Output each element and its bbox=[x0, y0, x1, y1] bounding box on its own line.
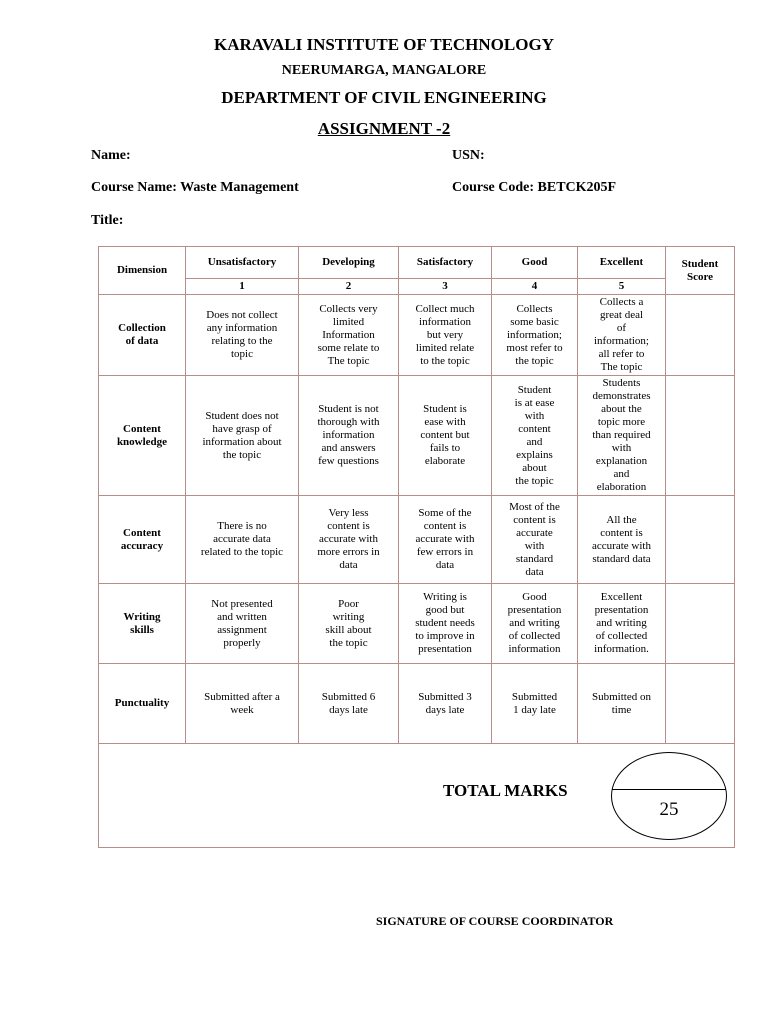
criteria-cell: Collects some basic information; most refer to the topic bbox=[492, 295, 578, 376]
department-name: DEPARTMENT OF CIVIL ENGINEERING bbox=[221, 88, 547, 107]
criteria-cell: Not presented and written assignment properly bbox=[186, 584, 299, 664]
title-label: Title: bbox=[91, 213, 124, 228]
criteria-cell: Submitted 3 days late bbox=[399, 664, 492, 744]
criteria-cell: Excellent presentation and writing of collected information. bbox=[578, 584, 666, 664]
student-score-cell[interactable] bbox=[666, 376, 735, 496]
level-score: 4 bbox=[492, 279, 578, 295]
dimension-cell: Writing skills bbox=[99, 584, 186, 664]
signature-label: SIGNATURE OF COURSE COORDINATOR bbox=[376, 914, 614, 928]
score-row bbox=[99, 279, 735, 295]
level-header: Good bbox=[492, 247, 578, 279]
student-score-cell[interactable] bbox=[666, 295, 735, 376]
institute-location: NEERUMARGA, MANGALORE bbox=[281, 63, 487, 78]
criteria-cell: Submitted 1 day late bbox=[492, 664, 578, 744]
level-score: 3 bbox=[399, 279, 492, 295]
criteria-cell: Submitted after a week bbox=[186, 664, 299, 744]
rubric-row bbox=[99, 376, 735, 496]
level-header: Unsatisfactory bbox=[186, 247, 299, 279]
dimension-header: Dimension bbox=[99, 247, 186, 295]
rubric-row bbox=[99, 664, 735, 744]
dimension-cell: Content knowledge bbox=[99, 376, 186, 496]
level-score: 5 bbox=[578, 279, 666, 295]
criteria-cell: Submitted 6 days late bbox=[299, 664, 399, 744]
rubric-row bbox=[99, 295, 735, 376]
criteria-cell: Most of the content is accurate with standard data bbox=[492, 496, 578, 584]
total-marks-label: TOTAL MARKS bbox=[443, 781, 568, 800]
student-score-cell[interactable] bbox=[666, 664, 735, 744]
name-label: Name: bbox=[91, 148, 131, 163]
criteria-cell: Collect much information but very limited relate to the topic bbox=[399, 295, 492, 376]
rubric-row bbox=[99, 584, 735, 664]
criteria-cell: Writing is good but student needs to improve in presentation bbox=[399, 584, 492, 664]
rubric-row bbox=[99, 496, 735, 584]
total-marks-cell bbox=[99, 744, 735, 848]
level-header: Satisfactory bbox=[399, 247, 492, 279]
criteria-cell: Student does not have grasp of information about the topic bbox=[186, 376, 299, 496]
total-marks-value: 25 bbox=[659, 799, 679, 820]
criteria-cell: Collects a great deal of information; all refer to The topic bbox=[578, 295, 666, 376]
oval-divider bbox=[612, 789, 726, 790]
level-header: Developing bbox=[299, 247, 399, 279]
criteria-cell: Does not collect any information relating to the topic bbox=[186, 295, 299, 376]
dimension-cell: Collection of data bbox=[99, 295, 186, 376]
dimension-cell: Content accuracy bbox=[99, 496, 186, 584]
level-score: 1 bbox=[186, 279, 299, 295]
criteria-cell: Collects very limited Information some relate to The topic bbox=[299, 295, 399, 376]
assignment-title: ASSIGNMENT -2 bbox=[317, 119, 451, 138]
student-score-cell[interactable] bbox=[666, 584, 735, 664]
criteria-cell: Student is not thorough with information and answers few questions bbox=[299, 376, 399, 496]
dimension-cell: Punctuality bbox=[99, 664, 186, 744]
criteria-cell: Some of the content is accurate with few errors in data bbox=[399, 496, 492, 584]
criteria-cell: Submitted on time bbox=[578, 664, 666, 744]
course-code: Course Code: BETCK205F bbox=[452, 180, 617, 195]
header-row bbox=[99, 247, 735, 279]
student-score-header: Student Score bbox=[666, 247, 735, 295]
rubric-table bbox=[98, 246, 735, 848]
criteria-cell: Students demonstrates about the topic more than required with explanation and elaboration bbox=[578, 376, 666, 496]
criteria-cell: Student is ease with content but fails to elaborate bbox=[399, 376, 492, 496]
criteria-cell: Good presentation and writing of collected information bbox=[492, 584, 578, 664]
course-name: Course Name: Waste Management bbox=[91, 180, 299, 195]
score-oval bbox=[611, 752, 727, 840]
total-row bbox=[99, 744, 735, 848]
student-score-cell[interactable] bbox=[666, 496, 735, 584]
criteria-cell: There is no accurate data related to the topic bbox=[186, 496, 299, 584]
criteria-cell: Student is at ease with content and explains about the topic bbox=[492, 376, 578, 496]
usn-label: USN: bbox=[452, 148, 485, 163]
level-score: 2 bbox=[299, 279, 399, 295]
criteria-cell: Poor writing skill about the topic bbox=[299, 584, 399, 664]
level-header: Excellent bbox=[578, 247, 666, 279]
criteria-cell: All the content is accurate with standard data bbox=[578, 496, 666, 584]
institute-name: KARAVALI INSTITUTE OF TECHNOLOGY bbox=[214, 35, 554, 54]
criteria-cell: Very less content is accurate with more errors in data bbox=[299, 496, 399, 584]
